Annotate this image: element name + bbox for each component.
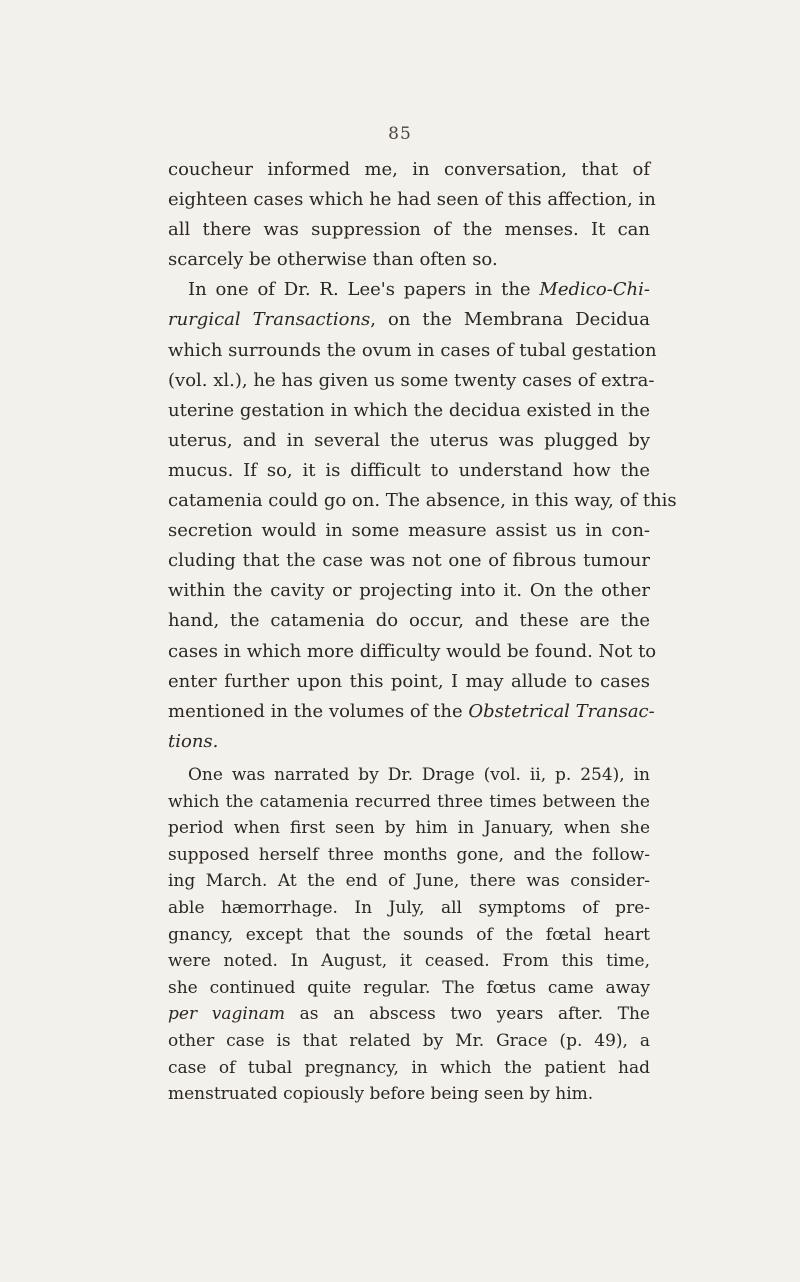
- italic-phrase: per vaginam: [168, 1004, 285, 1025]
- text-line: case of tubal pregnancy, in which the patient had: [168, 1057, 650, 1078]
- text-line: enter further upon this point, I may allude to cases: [168, 670, 650, 692]
- text-line: uterine gestation in which the decidua existed in the: [168, 399, 650, 421]
- paragraph-3: [168, 762, 650, 1108]
- text-line: [168, 727, 650, 757]
- text-line: cases in which more difficulty would be found. Not to: [168, 640, 657, 662]
- text-line: catamenia could go on. The absence, in this way, of this: [168, 490, 677, 512]
- paragraph-1: [168, 155, 656, 275]
- italic-title: Medico-Chi-: [539, 279, 650, 301]
- text-line: menstruated copiously before being seen by him.: [168, 1084, 594, 1105]
- text-line: (vol. xl.), he has given us some twenty cases of extra-: [168, 369, 655, 391]
- italic-title: Obstetrical Transac-: [468, 700, 655, 722]
- italic-title: rurgical Transactions: [168, 309, 371, 331]
- text-line: which the catamenia recurred three times between the: [168, 791, 650, 812]
- text-line: mucus. If so, it is difficult to understand how the: [168, 459, 650, 481]
- text-line: per vaginam as an abscess two years after. The: [168, 1004, 650, 1025]
- text-line: cluding that the case was not one of fibrous tumour: [168, 550, 650, 572]
- paragraph-2: [168, 275, 677, 757]
- text-line: secretion would in some measure assist us in con-: [168, 520, 650, 542]
- secondary-text-block: [168, 762, 650, 1108]
- text-line: were noted. In August, it ceased. From this time,: [168, 951, 650, 972]
- text-line: able hæmorrhage. In July, all symptoms of pre-: [168, 897, 650, 918]
- text-line: all there was suppression of the menses. It can: [168, 219, 650, 241]
- text-line: supposed herself three months gone, and the follow-: [168, 844, 650, 865]
- text-line: coucheur informed me, in conversation, that of: [168, 159, 650, 180]
- text-line: mentioned in the volumes of the Obstetrical Transac-: [168, 700, 655, 722]
- text-line: One was narrated by Dr. Drage (vol. ii, p. 254), in: [188, 765, 650, 785]
- text-line: eighteen cases which he had seen of this affection, in: [168, 189, 656, 211]
- text-line: uterus, and in several the uterus was plugged by: [168, 429, 650, 451]
- text-line: other case is that related by Mr. Grace (p. 49), a: [168, 1030, 650, 1051]
- text-line: which surrounds the ovum in cases of tubal gestation: [168, 339, 657, 361]
- text-line: In one of Dr. R. Lee's papers in the Medico-Chi-: [188, 279, 650, 301]
- text-line: ing March. At the end of June, there was consider-: [168, 871, 650, 892]
- text-line: she continued quite regular. The fœtus came away: [168, 977, 650, 998]
- text-line: period when first seen by him in January, when she: [168, 818, 650, 839]
- text-line: hand, the catamenia do occur, and these are the: [168, 610, 650, 632]
- text-line: gnancy, except that the sounds of the fœtal heart: [168, 924, 650, 945]
- text-line: rurgical Transactions, on the Membrana Decidua: [168, 309, 651, 331]
- text-line: scarcely be otherwise than often so.: [168, 249, 498, 271]
- page-number: 85: [388, 124, 412, 144]
- main-text-block: [168, 155, 677, 757]
- text-line: within the cavity or projecting into it. On the other: [168, 580, 650, 602]
- italic-title: tions.: [168, 730, 219, 752]
